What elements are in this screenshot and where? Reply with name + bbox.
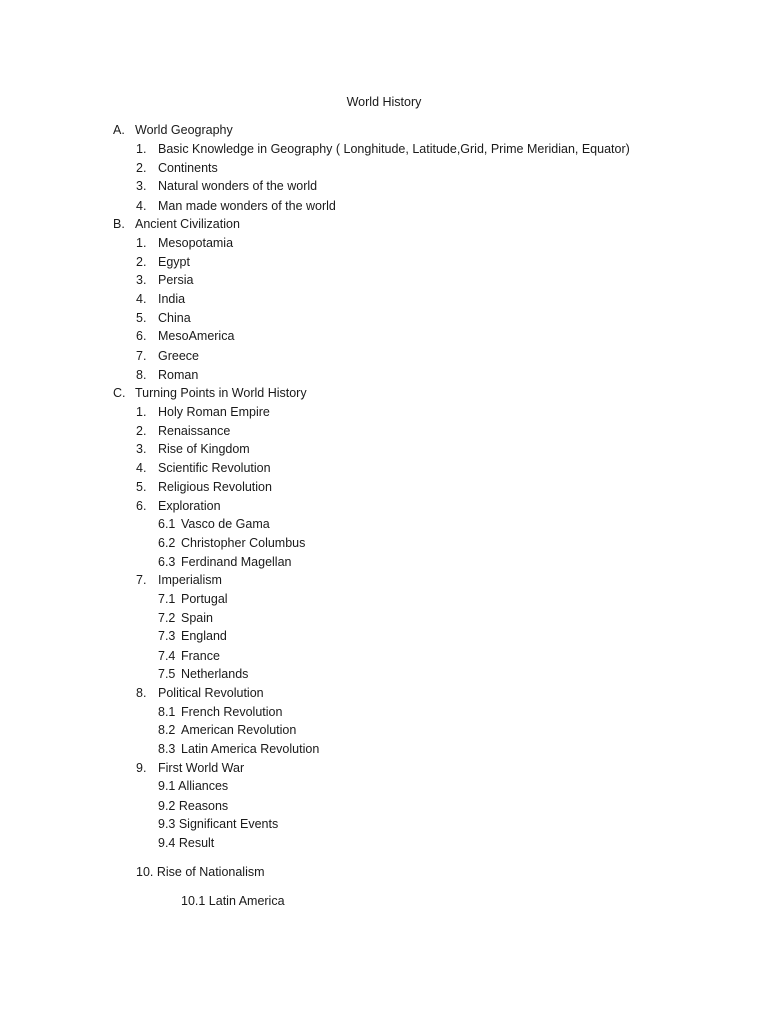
sub-number: 8.3: [158, 742, 176, 756]
item-label: Basic Knowledge in Geography ( Longhitude, Latitude,Grid, Prime Meridian, Equator): [158, 142, 630, 156]
sub-label: Portugal: [181, 592, 228, 606]
item-label: Imperialism: [158, 573, 222, 587]
item-number: 1.: [136, 236, 147, 250]
item-label: Exploration: [158, 499, 221, 513]
section-marker: B.: [113, 217, 125, 231]
sub-label: France: [181, 649, 220, 663]
sub-label: Netherlands: [181, 667, 249, 681]
sub-number: 7.3: [158, 629, 176, 643]
item-label: Continents: [158, 161, 218, 175]
sub-label: French Revolution: [181, 705, 283, 719]
sub-label: American Revolution: [181, 723, 297, 737]
item-number: 2.: [136, 424, 147, 438]
item-label: China: [158, 311, 191, 325]
sub-item: 9.1 Alliances: [158, 779, 229, 793]
item-label: Holy Roman Empire: [158, 405, 270, 419]
section-label: Turning Points in World History: [135, 386, 307, 400]
sub-item: 9.2 Reasons: [158, 799, 229, 813]
sub-number: 8.1: [158, 705, 176, 719]
item-number: 8.: [136, 368, 147, 382]
sub-number: 7.4: [158, 649, 176, 663]
section-marker: C.: [113, 386, 126, 400]
item-label: Persia: [158, 273, 194, 287]
item-label: Religious Revolution: [158, 480, 272, 494]
section-marker: A.: [113, 123, 125, 137]
sub-label: Christopher Columbus: [181, 536, 306, 550]
item-label: Greece: [158, 349, 199, 363]
item-label: MesoAmerica: [158, 329, 235, 343]
item-number: 6.: [136, 329, 147, 343]
sub-label: Spain: [181, 611, 213, 625]
item-label: Mesopotamia: [158, 236, 234, 250]
section-label: Ancient Civilization: [135, 217, 240, 231]
item-label: Natural wonders of the world: [158, 179, 318, 193]
item-number: 9.: [136, 761, 147, 775]
item-label: Scientific Revolution: [158, 461, 271, 475]
sub-item: 9.3 Significant Events: [158, 817, 279, 831]
sub-label: Ferdinand Magellan: [181, 555, 292, 569]
sub-label: England: [181, 629, 227, 643]
item-label: India: [158, 292, 186, 306]
sub-item: 10.1 Latin America: [181, 894, 285, 908]
sub-number: 6.2: [158, 536, 176, 550]
sub-number: 7.2: [158, 611, 176, 625]
item-number: 5.: [136, 311, 147, 325]
item-label: Political Revolution: [158, 686, 264, 700]
item-label: First World War: [158, 761, 245, 775]
sub-number: 8.2: [158, 723, 176, 737]
item-number: 7.: [136, 573, 147, 587]
item-number: 2.: [136, 161, 147, 175]
sub-number: 6.1: [158, 517, 176, 531]
document-title: World History: [346, 95, 422, 109]
section-label: World Geography: [135, 123, 233, 137]
item-label: Rise of Kingdom: [158, 442, 250, 456]
item-number: 6.: [136, 499, 147, 513]
item-number: 4.: [136, 292, 147, 306]
item-number: 4.: [136, 461, 147, 475]
item-number: 1.: [136, 142, 147, 156]
item-number: 2.: [136, 255, 147, 269]
item-number: 1.: [136, 405, 147, 419]
item-number: 7.: [136, 349, 147, 363]
sub-label: Latin America Revolution: [181, 742, 320, 756]
item-number: 3.: [136, 442, 147, 456]
item-number: 5.: [136, 480, 147, 494]
item-label: Egypt: [158, 255, 190, 269]
item-label: Renaissance: [158, 424, 231, 438]
sub-number: 7.1: [158, 592, 176, 606]
item-number: 4.: [136, 199, 147, 213]
sub-label: Vasco de Gama: [181, 517, 270, 531]
sub-number: 6.3: [158, 555, 176, 569]
item-label: Man made wonders of the world: [158, 199, 336, 213]
item-number: 8.: [136, 686, 147, 700]
item-number: 3.: [136, 273, 147, 287]
list-item: 10. Rise of Nationalism: [136, 865, 265, 879]
sub-item: 9.4 Result: [158, 836, 215, 850]
item-number: 3.: [136, 179, 147, 193]
sub-number: 7.5: [158, 667, 176, 681]
item-label: Roman: [158, 368, 199, 382]
